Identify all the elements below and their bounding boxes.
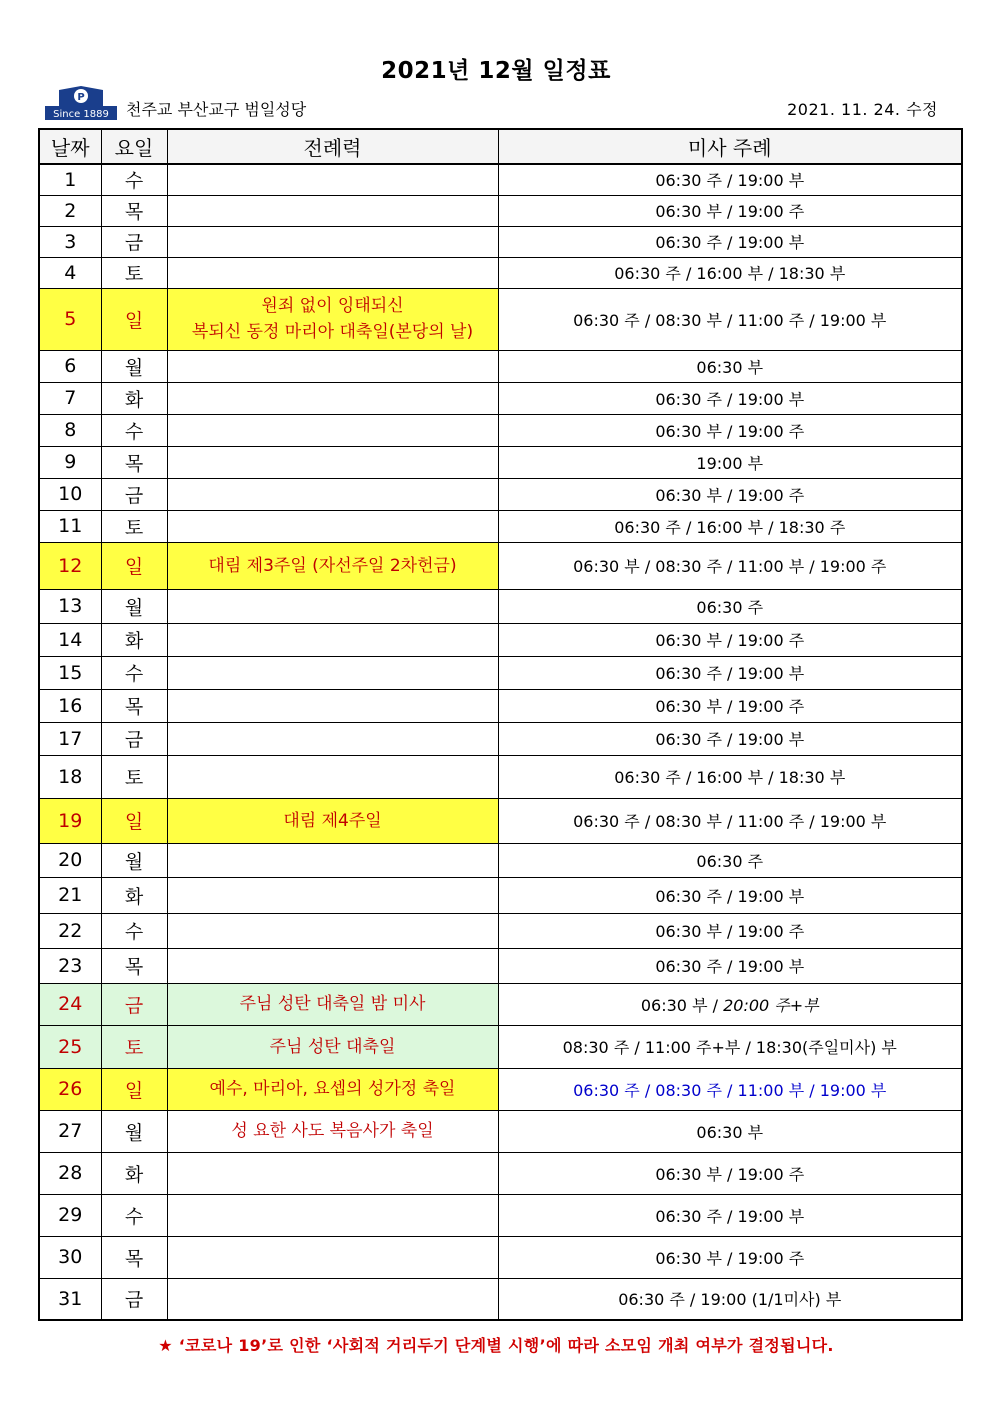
weekday-cell: 화 <box>101 382 167 414</box>
covid-notice: ★ ‘코로나 19’로 인한 ‘사회적 거리두기 단계별 시행’에 따라 소모임 개최 여부가 결정됩니다. <box>158 1336 834 1355</box>
table-row <box>39 589 962 623</box>
mass-cell: 06:30 부 / 19:00 주 <box>498 414 962 446</box>
table-row <box>39 1278 962 1320</box>
mass-cell: 06:30 주 / 19:00 부 <box>498 722 962 755</box>
mass-cell: 06:30 주 / 16:00 부 / 18:30 부 <box>498 755 962 798</box>
table-row <box>39 798 962 843</box>
liturgy-cell: 예수, 마리아, 요셉의 성가정 축일 <box>167 1068 498 1110</box>
mass-cell: 06:30 부 / 19:00 주 <box>498 1236 962 1278</box>
table-row <box>39 257 962 288</box>
table-row <box>39 1110 962 1152</box>
liturgy-cell <box>167 446 498 478</box>
weekday-cell: 화 <box>101 1152 167 1194</box>
weekday-cell: 수 <box>101 913 167 948</box>
parish-logo-icon <box>45 86 117 122</box>
mass-cell: 06:30 주 / 19:00 부 <box>498 226 962 257</box>
mass-cell: 06:30 부 / 19:00 주 <box>498 623 962 656</box>
date-cell: 13 <box>39 589 101 623</box>
date-cell: 20 <box>39 843 101 877</box>
weekday-cell: 월 <box>101 843 167 877</box>
table-row <box>39 350 962 382</box>
table-row <box>39 446 962 478</box>
weekday-cell: 토 <box>101 1025 167 1068</box>
liturgy-cell <box>167 755 498 798</box>
mass-cell: 06:30 부 / 08:30 주 / 11:00 부 / 19:00 주 <box>498 542 962 589</box>
weekday-cell: 금 <box>101 478 167 510</box>
date-cell: 3 <box>39 226 101 257</box>
date-cell: 21 <box>39 877 101 913</box>
mass-cell: 06:30 주 / 08:30 부 / 11:00 주 / 19:00 부 <box>498 288 962 350</box>
table-row <box>39 755 962 798</box>
weekday-cell: 토 <box>101 755 167 798</box>
weekday-cell: 목 <box>101 948 167 983</box>
mass-cell: 06:30 주 / 19:00 (1/1미사) 부 <box>498 1278 962 1320</box>
weekday-cell: 수 <box>101 414 167 446</box>
date-cell: 24 <box>39 983 101 1025</box>
weekday-cell: 수 <box>101 1194 167 1236</box>
table-row <box>39 1025 962 1068</box>
mass-cell: 06:30 주 / 19:00 부 <box>498 164 962 195</box>
date-cell: 6 <box>39 350 101 382</box>
weekday-cell: 금 <box>101 722 167 755</box>
liturgy-cell: 성 요한 사도 복음사가 축일 <box>167 1110 498 1152</box>
weekday-cell: 일 <box>101 1068 167 1110</box>
col-header-liturgy: 전례력 <box>167 129 498 164</box>
weekday-cell: 월 <box>101 1110 167 1152</box>
table-row <box>39 877 962 913</box>
weekday-cell: 일 <box>101 542 167 589</box>
date-cell: 14 <box>39 623 101 656</box>
table-row <box>39 843 962 877</box>
mass-cell: 06:30 주 <box>498 843 962 877</box>
table-row <box>39 226 962 257</box>
table-row <box>39 1236 962 1278</box>
date-cell: 2 <box>39 195 101 226</box>
table-header-row <box>39 129 962 164</box>
liturgy-cell: 대림 제3주일 (자선주일 2차헌금) <box>167 542 498 589</box>
weekday-cell: 월 <box>101 589 167 623</box>
liturgy-cell: 주님 성탄 대축일 밤 미사 <box>167 983 498 1025</box>
date-cell: 28 <box>39 1152 101 1194</box>
schedule-body <box>39 164 962 1320</box>
liturgy-cell <box>167 1278 498 1320</box>
svg-text:P: P <box>77 92 85 103</box>
liturgy-cell <box>167 623 498 656</box>
mass-cell: 06:30 주 / 19:00 부 <box>498 877 962 913</box>
mass-cell: 06:30 주 / 08:30 주 / 11:00 부 / 19:00 부 <box>498 1068 962 1110</box>
date-cell: 11 <box>39 510 101 542</box>
liturgy-cell <box>167 589 498 623</box>
liturgy-cell <box>167 226 498 257</box>
weekday-cell: 화 <box>101 623 167 656</box>
weekday-cell: 일 <box>101 798 167 843</box>
weekday-cell: 금 <box>101 226 167 257</box>
mass-cell: 06:30 주 / 19:00 부 <box>498 1194 962 1236</box>
table-row <box>39 1068 962 1110</box>
liturgy-cell <box>167 164 498 195</box>
liturgy-cell <box>167 350 498 382</box>
liturgy-cell <box>167 257 498 288</box>
date-cell: 17 <box>39 722 101 755</box>
table-row <box>39 195 962 226</box>
liturgy-cell <box>167 656 498 689</box>
mass-cell: 06:30 주 / 16:00 부 / 18:30 부 <box>498 257 962 288</box>
table-row <box>39 689 962 722</box>
weekday-cell: 토 <box>101 257 167 288</box>
date-cell: 15 <box>39 656 101 689</box>
col-header-mass: 미사 주례 <box>498 129 962 164</box>
date-cell: 10 <box>39 478 101 510</box>
mass-cell: 06:30 부 / 19:00 주 <box>498 689 962 722</box>
weekday-cell: 화 <box>101 877 167 913</box>
weekday-cell: 월 <box>101 350 167 382</box>
weekday-cell: 토 <box>101 510 167 542</box>
liturgy-cell: 대림 제4주일 <box>167 798 498 843</box>
table-row <box>39 382 962 414</box>
date-cell: 29 <box>39 1194 101 1236</box>
weekday-cell: 금 <box>101 1278 167 1320</box>
liturgy-cell <box>167 510 498 542</box>
col-header-weekday: 요일 <box>101 129 167 164</box>
liturgy-cell <box>167 689 498 722</box>
table-row <box>39 1194 962 1236</box>
table-row <box>39 722 962 755</box>
table-row <box>39 414 962 446</box>
date-cell: 23 <box>39 948 101 983</box>
date-cell: 27 <box>39 1110 101 1152</box>
liturgy-cell <box>167 414 498 446</box>
table-row <box>39 983 962 1025</box>
date-cell: 16 <box>39 689 101 722</box>
liturgy-cell <box>167 1194 498 1236</box>
table-row <box>39 913 962 948</box>
mass-cell <box>498 983 962 1025</box>
mass-cell: 06:30 부 <box>498 350 962 382</box>
liturgy-cell <box>167 195 498 226</box>
liturgy-cell <box>167 877 498 913</box>
parish-name: 천주교 부산교구 범일성당 <box>126 100 307 119</box>
mass-cell: 06:30 주 / 19:00 부 <box>498 948 962 983</box>
date-cell: 5 <box>39 288 101 350</box>
mass-cell: 19:00 부 <box>498 446 962 478</box>
liturgy-cell <box>167 382 498 414</box>
weekday-cell: 수 <box>101 164 167 195</box>
date-cell: 19 <box>39 798 101 843</box>
weekday-cell: 수 <box>101 656 167 689</box>
table-row <box>39 510 962 542</box>
weekday-cell: 목 <box>101 446 167 478</box>
table-row <box>39 164 962 195</box>
date-cell: 9 <box>39 446 101 478</box>
mass-text-italic: 20:00 주+부 <box>723 995 819 1015</box>
liturgy-cell <box>167 1236 498 1278</box>
mass-cell: 06:30 주 <box>498 589 962 623</box>
weekday-cell: 목 <box>101 689 167 722</box>
mass-cell: 06:30 주 / 16:00 부 / 18:30 주 <box>498 510 962 542</box>
mass-text: 06:30 부 / <box>640 995 724 1015</box>
logo-text: Since 1889 <box>53 109 109 120</box>
mass-cell: 06:30 부 / 19:00 주 <box>498 195 962 226</box>
liturgy-cell <box>167 478 498 510</box>
mass-cell: 06:30 주 / 19:00 부 <box>498 656 962 689</box>
table-row <box>39 1152 962 1194</box>
mass-cell: 06:30 부 <box>498 1110 962 1152</box>
weekday-cell: 목 <box>101 1236 167 1278</box>
table-row <box>39 656 962 689</box>
mass-cell: 08:30 주 / 11:00 주+부 / 18:30(주일미사) 부 <box>498 1025 962 1068</box>
weekday-cell: 금 <box>101 983 167 1025</box>
mass-cell: 06:30 부 / 19:00 주 <box>498 478 962 510</box>
mass-cell: 06:30 주 / 19:00 부 <box>498 382 962 414</box>
liturgy-cell <box>167 913 498 948</box>
date-cell: 31 <box>39 1278 101 1320</box>
liturgy-cell <box>167 843 498 877</box>
liturgy-cell: 원죄 없이 잉태되신 복되신 동정 마리아 대축일(본당의 날) <box>167 288 498 350</box>
revision-date: 2021. 11. 24. 수정 <box>787 100 938 119</box>
date-cell: 26 <box>39 1068 101 1110</box>
liturgy-cell <box>167 722 498 755</box>
date-cell: 25 <box>39 1025 101 1068</box>
date-cell: 1 <box>39 164 101 195</box>
date-cell: 8 <box>39 414 101 446</box>
date-cell: 12 <box>39 542 101 589</box>
mass-cell: 06:30 부 / 19:00 주 <box>498 913 962 948</box>
table-row <box>39 948 962 983</box>
col-header-date: 날짜 <box>39 129 101 164</box>
liturgy-cell <box>167 948 498 983</box>
liturgy-cell <box>167 1152 498 1194</box>
date-cell: 18 <box>39 755 101 798</box>
date-cell: 22 <box>39 913 101 948</box>
page-title: 2021년 12월 일정표 <box>381 58 611 84</box>
mass-cell: 06:30 주 / 08:30 부 / 11:00 주 / 19:00 부 <box>498 798 962 843</box>
date-cell: 30 <box>39 1236 101 1278</box>
table-row <box>39 542 962 589</box>
table-row <box>39 288 962 350</box>
table-row <box>39 478 962 510</box>
weekday-cell: 일 <box>101 288 167 350</box>
liturgy-cell: 주님 성탄 대축일 <box>167 1025 498 1068</box>
mass-cell: 06:30 부 / 19:00 주 <box>498 1152 962 1194</box>
date-cell: 4 <box>39 257 101 288</box>
weekday-cell: 목 <box>101 195 167 226</box>
schedule-table <box>38 128 963 1321</box>
table-row <box>39 623 962 656</box>
date-cell: 7 <box>39 382 101 414</box>
